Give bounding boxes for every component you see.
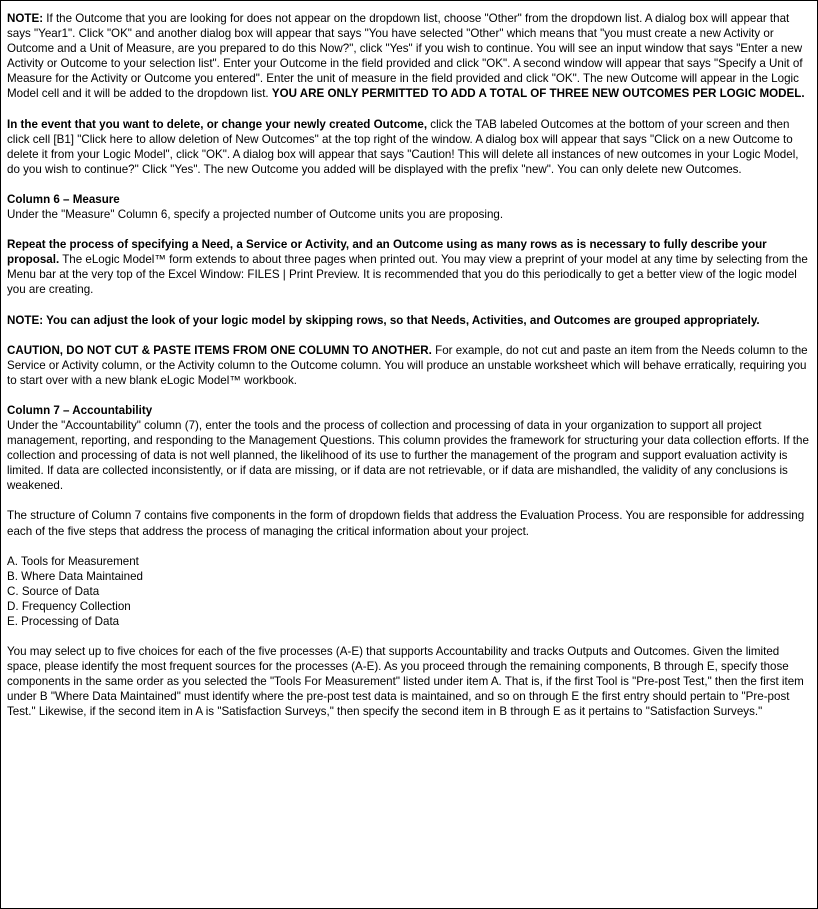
paragraph-column6-body (7, 207, 813, 222)
paragraph-text: click the TAB labeled Outcomes at the bottom of your screen and then click cell [B1] "Click here to allow deletion of New Outcomes" at the top right of the window. A dialog box will appear that says "Click on a new Outcome to delete it from your Logic Model", click "OK". A dialog box will appear that says "Caution! This will delete all instances of new outcomes in your Logic Model, do you wish to continue?" Click "Yes". The new Outcome you added will be displayed with the prefix "new". You can only delete new Outcomes. (7, 117, 799, 176)
spacer (7, 222, 813, 237)
heading-column-6: Column 6 – Measure (7, 192, 120, 206)
paragraph-trail: YOU ARE ONLY PERMITTED TO ADD A TOTAL OF THREE NEW OUTCOMES PER LOGIC MODEL. (271, 87, 805, 101)
document-body (7, 11, 813, 720)
paragraph-text: For example, do not cut and paste an item from the Needs column to the Service or Activity column, or the Activity column to the Outcome column. You will produce an unstable worksheet which will behave erratically, requiring you to start over with a new blank eLogic Model™ workbook. (7, 343, 808, 387)
paragraph-delete-change-outcome (7, 117, 813, 177)
paragraph-lead: CAUTION, DO NOT CUT & PASTE ITEMS FROM ONE COLUMN TO ANOTHER. (7, 343, 432, 357)
spacer (7, 388, 813, 403)
list-item: D. Frequency Collection (7, 599, 131, 613)
paragraph-column7-body (7, 418, 813, 493)
spacer (7, 328, 813, 343)
paragraph-lead: NOTE: You can adjust the look of your logic model by skipping rows, so that Needs, Activities, and Outcomes are grouped appropriately. (7, 313, 760, 327)
paragraph-text: The structure of Column 7 contains five components in the form of dropdown fields that address the Evaluation Process. You are responsible for addressing each of the five steps that address the process of managing the critical information about your project. (7, 509, 805, 538)
paragraph-lead: NOTE: (7, 12, 44, 25)
paragraph-note-other-dropdown (7, 11, 813, 102)
heading-column-7: Column 7 – Accountability (7, 403, 153, 417)
list-item: C. Source of Data (7, 584, 100, 598)
list-item: B. Where Data Maintained (7, 569, 143, 583)
paragraph-caution-cut-paste (7, 343, 813, 388)
paragraph-closing: You may select up to five choices for each of the five processes (A-E) that supports Accountability and tracks Outputs and Outcomes. Given the limited space, please identify the most frequent sources for the processes (A-E). As you proceed through the remaining components, B through E, specify those components in the same order as you selected the "Tools For Measurement" listed under item A. That is, if the first Tool is "Pre-post Test," then the first item under B "Where Data Maintained" must identify where the pre-post test data is maintained, and so on through E the first entry should pertain to "Pre-post Test." Likewise, if the second item in A is "Satisfaction Surveys," then specify the second item in B through E as it pertains to "Satisfaction Surveys." (7, 645, 804, 719)
spacer (7, 539, 813, 554)
components-list (7, 554, 813, 629)
paragraph-text: Under the "Accountability" column (7), enter the tools and the process of collection and processing of data in your organization to support all project management, reporting, and responding to the Management Questions. This column provides the framework for structuring your data collection efforts. If the collection and processing of data is not well planned, the likelihood of its use to further the management of the program and support evaluation activity is limited. If data are collected inconsistently, or if data are missing, or if data are not retrievable, or if data are mishandled, the validity of any conclusions is weakened. (7, 418, 809, 493)
paragraph-text: If the Outcome that you are looking for does not appear on the dropdown list, choose "Other" from the dropdown list. A dialog box will appear that says "Year1". Click "OK" and another dialog box will appear that says "You have selected "Other" which means that "you must create a new Activity or Outcome and a Unit of Measure, are you prepared to do this Now?", click "Yes" if you wish to continue. You will see an input window that says "Enter a new Activity or Outcome to your selection list". Enter your Outcome in the field provided and click "OK". A second window will appear that says "Specify a Unit of Measure for the Activity or Outcome you entered". Enter the unit of measure in the field provided and click "OK". The new Outcome will appear in the Logic Model cell and it will be added to the dropdown list. (7, 12, 803, 101)
spacer (7, 493, 813, 508)
list-item: A. Tools for Measurement (7, 554, 139, 568)
paragraph-column7-structure (7, 508, 813, 538)
list-item: E. Processing of Data (7, 615, 120, 628)
paragraph-text: The eLogic Model™ form extends to about three pages when printed out. You may view a preprint of your model at any time by selecting from the Menu bar at the very top of the Excel Window: FILES | Print Preview. It is recommended that you do this periodically to get a better view of the logic model you are creating. (7, 253, 808, 297)
paragraph-note-skipping-rows (7, 313, 813, 328)
spacer (7, 102, 813, 117)
spacer (7, 177, 813, 192)
paragraph-lead: Repeat the process of specifying a Need, a Service or Activity, and an Outcome using as many rows as is necessary to fully describe your proposal. (7, 238, 767, 267)
spacer (7, 629, 813, 644)
paragraph-repeat-process (7, 237, 813, 297)
paragraph-lead: In the event that you want to delete, or change your newly created Outcome, (7, 117, 428, 131)
paragraph-text: Under the "Measure" Column 6, specify a projected number of Outcome units you are proposing. (7, 208, 504, 222)
spacer (7, 298, 813, 313)
